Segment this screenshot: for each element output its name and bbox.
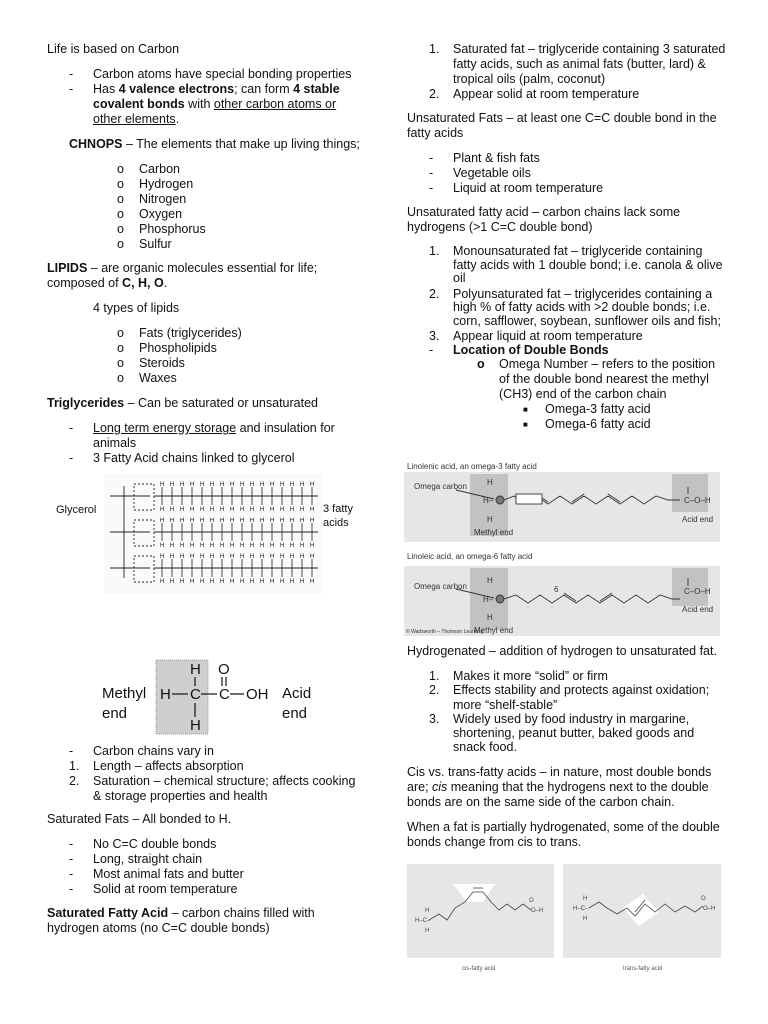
hydrogen-atom: H	[250, 554, 255, 560]
hydrogen-atom: H	[190, 518, 195, 524]
list-item: o Nitrogen	[117, 192, 187, 206]
cis-trans-text: Cis vs. trans-fatty acids – in nature, most double bonds are; cis meaning that the hydrogens next to the double bonds are on the same side of the carbon chain.	[407, 764, 712, 809]
hydrogen-atom: H	[230, 518, 235, 524]
list-item: ■ Omega-6 fatty acid	[523, 417, 651, 431]
list-item: - Plant & fish fats	[429, 151, 540, 165]
hydrogen-atom: H	[290, 507, 295, 513]
partial-hydrogenation-text: When a fat is partially hydrogenated, some of the double bonds change from cis to trans.	[407, 819, 720, 849]
hydrogen-atom: H	[260, 507, 265, 513]
linoleic-caption: Linoleic acid, an omega-6 fatty acid	[407, 552, 533, 561]
atom-h-bottom: H	[190, 717, 201, 734]
hydrogen-atom: H	[180, 543, 185, 549]
list-item: o Sulfur	[117, 237, 172, 251]
list-item: o Phospholipids	[117, 341, 217, 355]
cis-caption: cis-fatty acid	[462, 966, 496, 972]
atom-h-top: H	[190, 661, 201, 678]
hydrogen-atom: H	[240, 507, 245, 513]
list-item: 1. Saturated fat – triglyceride containing 3 saturated fatty acids, such as animal fats (butter, lard) & tropical oils (palm, coconut)	[429, 42, 726, 86]
glycerol-label: Glycerol	[56, 504, 97, 516]
svg-text:H: H	[487, 478, 493, 487]
svg-text:H–C–: H–C–	[573, 906, 589, 912]
triglyceride-structure-figure	[104, 474, 322, 594]
hydrogen-atom: H	[280, 579, 285, 585]
atom-h-left: H	[160, 686, 171, 703]
hydrogen-atom: H	[170, 543, 175, 549]
list-item: - Vegetable oils	[429, 166, 531, 180]
hydrogen-atom: H	[270, 543, 275, 549]
hydrogen-atom: H	[170, 554, 175, 560]
fatty-acids-label: 3 fatty acids	[323, 503, 353, 529]
triglycerides-text: Triglycerides – Can be saturated or unsaturated	[47, 396, 319, 410]
omega-number: 6	[554, 585, 559, 594]
acid-end-label: Acid end	[682, 515, 714, 524]
hydrogen-atom: H	[190, 507, 195, 513]
hydrogen-atom: H	[160, 554, 165, 560]
hydrogen-atom: H	[210, 554, 215, 560]
hydrogen-atom: H	[240, 543, 245, 549]
hydrogen-atom: H	[300, 518, 305, 524]
saturated-fats-list	[47, 837, 367, 897]
trans-caption: trans-fatty acid	[623, 966, 663, 972]
svg-text:H: H	[425, 928, 430, 934]
hydrogen-atom: H	[260, 518, 265, 524]
triglyceride-bullets	[69, 421, 367, 466]
hydrogenated-heading: Hydrogenated – addition of hydrogen to unsaturated fat.	[407, 644, 717, 658]
hydrogen-atom: H	[210, 518, 215, 524]
hydrogen-atom: H	[270, 579, 275, 585]
hydrogen-atom: H	[160, 543, 165, 549]
hydrogen-atom: H	[160, 579, 165, 585]
hydrogen-atom: H	[290, 579, 295, 585]
hydrogen-atom: H	[220, 554, 225, 560]
unsaturated-list	[429, 245, 727, 357]
hydrogen-atom: H	[160, 482, 165, 488]
list-item: o Waxes	[117, 371, 177, 385]
hydrogen-atom: H	[310, 507, 315, 513]
hydrogen-atom: H	[180, 579, 185, 585]
list-item: - 3 Fatty Acid chains linked to glycerol	[69, 451, 295, 465]
hydrogen-atom: H	[310, 554, 315, 560]
list-item: o Fats (triglycerides)	[117, 326, 242, 340]
svg-text:O–H: O–H	[531, 908, 544, 914]
hydrogen-atom: H	[190, 554, 195, 560]
list-item: - Carbon chains vary in	[69, 744, 214, 758]
list-item: 3. Appear liquid at room temperature	[429, 329, 643, 343]
acid-end-label: Acid	[282, 685, 312, 702]
svg-text:H–C–: H–C–	[415, 918, 431, 924]
hydrogen-atom: H	[160, 507, 165, 513]
atom-c1: C	[190, 686, 201, 703]
svg-text:O: O	[701, 896, 706, 902]
hydrogen-atom: H	[290, 543, 295, 549]
hydrogen-atom: H	[270, 507, 275, 513]
carbon-heading: Life is based on Carbon	[47, 42, 180, 56]
lipid-types-heading: 4 types of lipids	[93, 301, 180, 315]
unsaturated-fats-heading: Unsaturated Fats – at least one C=C double bond in the fatty acids	[407, 111, 717, 140]
unsaturated-bullets	[429, 151, 727, 196]
methyl-end-label: Methyl end	[474, 626, 514, 635]
hydrogen-atom: H	[170, 482, 175, 488]
list-item: 2. Effects stability and protects against oxidation; more “shelf-stable”	[429, 683, 710, 712]
list-item: - Long, straight chain	[69, 852, 203, 866]
svg-text:H: H	[487, 613, 493, 622]
omega-types-list	[523, 402, 727, 432]
hydrogen-atom: H	[290, 518, 295, 524]
hydrogen-atom: H	[240, 518, 245, 524]
hydrogen-atom: H	[310, 543, 315, 549]
hydrogen-atom: H	[310, 579, 315, 585]
hydrogen-atom: H	[180, 554, 185, 560]
hydrogen-atom: H	[190, 579, 195, 585]
cis-trans-figure	[407, 864, 723, 974]
atom-oh: OH	[246, 686, 269, 703]
cooh-label: C–O–H	[684, 587, 711, 596]
saturated-fatty-acid-text: Saturated Fatty Acid – carbon chains filled with hydrogen atoms (no C=C double bonds)	[47, 906, 315, 935]
hydrogen-atom: H	[290, 554, 295, 560]
hydrogenated-list	[429, 669, 727, 755]
list-item: o Hydrogen	[117, 177, 194, 191]
hydrogen-atom: H	[220, 579, 225, 585]
hydrogen-atom: H	[220, 507, 225, 513]
hydrogen-atom: H	[300, 579, 305, 585]
chain-list	[47, 744, 367, 804]
atom-c2: C	[219, 686, 230, 703]
hydrogen-atom: H	[160, 518, 165, 524]
hydrogen-atom: H	[220, 482, 225, 488]
hydrogen-atom: H	[280, 507, 285, 513]
list-item: - Carbon atoms have special bonding properties	[69, 67, 352, 81]
hydrogen-atom: H	[300, 507, 305, 513]
chnops-text: CHNOPS – The elements that make up living things;	[69, 137, 360, 151]
list-item: - No C=C double bonds	[69, 837, 217, 851]
cooh-label: C–O–H	[684, 496, 711, 505]
lipids-text: LIPIDS – are organic molecules essential for life; composed of C, H, O.	[47, 261, 318, 290]
hydrogen-atom: H	[200, 482, 205, 488]
hydrogen-atom: H	[240, 579, 245, 585]
hydrogen-atom: H	[250, 543, 255, 549]
hydrogen-atom: H	[200, 518, 205, 524]
list-item: 1. Makes it more “solid” or firm	[429, 669, 608, 683]
hydrogen-atom: H	[220, 543, 225, 549]
hydrogen-atom: H	[200, 543, 205, 549]
hydrogen-atom: H	[240, 554, 245, 560]
lipid-types-list	[117, 326, 367, 386]
hydrogen-atom: H	[230, 482, 235, 488]
list-item: o Carbon	[117, 162, 180, 176]
hydrogen-atom: H	[180, 482, 185, 488]
hydrogen-atom: H	[260, 482, 265, 488]
hydrogen-atom: H	[280, 482, 285, 488]
hydrogen-atom: H	[230, 579, 235, 585]
linolenic-caption: Linolenic acid, an omega-3 fatty acid	[407, 462, 537, 471]
hydrogen-atom: H	[230, 554, 235, 560]
hydrogen-atom: H	[220, 518, 225, 524]
hydrogen-atom: H	[300, 543, 305, 549]
svg-text:H: H	[583, 916, 588, 922]
hydrogen-atom: H	[210, 507, 215, 513]
list-item: 3. Widely used by food industry in margarine, shortening, peanut butter, baked goods and snack food.	[429, 711, 695, 755]
hydrogen-atom: H	[250, 518, 255, 524]
methyl-end-label: Methyl end	[474, 528, 514, 537]
hydrogen-atom: H	[310, 482, 315, 488]
svg-text:O–H: O–H	[703, 906, 716, 912]
atom-o: O	[218, 661, 230, 678]
list-item: - Has 4 valence electrons; can form 4 stable covalent bonds with other carbon atoms or other elements.	[69, 82, 340, 126]
hydrogen-atom: H	[180, 518, 185, 524]
hydrogen-atom: H	[190, 543, 195, 549]
list-item: 2. Appear solid at room temperature	[429, 87, 640, 101]
list-item: o Omega Number – refers to the position of the double bond nearest the methyl (CH3) end of the carbon chain	[477, 357, 716, 401]
list-item: o Oxygen	[117, 207, 183, 221]
list-item: 2. Polyunsaturated fat – triglycerides containing a high % of fatty acids with >2 double bonds; i.e. corn, safflower, soybean, sunflower oils and fish;	[429, 286, 721, 328]
list-item: - Liquid at room temperature	[429, 181, 604, 195]
svg-text:H–: H–	[483, 595, 494, 604]
hydrogen-atom: H	[210, 579, 215, 585]
omega3-figure	[404, 472, 720, 542]
svg-text:H: H	[487, 576, 493, 585]
omega6-figure	[404, 566, 720, 636]
svg-text:O: O	[529, 898, 534, 904]
list-item: 1. Length – affects absorption	[69, 759, 244, 773]
acid-end-label: Acid end	[682, 605, 714, 614]
hydrogen-atom: H	[300, 482, 305, 488]
hydrogen-atom: H	[250, 482, 255, 488]
figure-credit: © Wadsworth – Thomson Learning	[406, 629, 484, 635]
saturated-fats-heading: Saturated Fats – All bonded to H.	[47, 812, 232, 826]
hydrogen-atom: H	[260, 554, 265, 560]
hydrogen-atom: H	[270, 518, 275, 524]
hydrogen-atom: H	[300, 554, 305, 560]
methyl-end-label: Methyl	[102, 685, 147, 702]
hydrogen-atom: H	[260, 579, 265, 585]
hydrogen-atom: H	[250, 579, 255, 585]
element-list	[117, 162, 367, 252]
hydrogen-atom: H	[270, 554, 275, 560]
svg-text:H: H	[425, 908, 430, 914]
left-column	[47, 42, 367, 466]
right-column	[407, 42, 727, 432]
list-item: 1. Monounsaturated fat – triglyceride containing fatty acids with 1 double bond; i.e. canola & olive oil	[429, 244, 723, 285]
omega-carbon-label: Omega carbon	[414, 582, 467, 591]
hydrogen-atom: H	[290, 482, 295, 488]
acid-end-label-2: end	[282, 705, 308, 722]
hydrogen-atom: H	[210, 482, 215, 488]
omega-carbon-label: Omega carbon	[414, 482, 467, 491]
hydrogen-atom: H	[200, 554, 205, 560]
hydrogen-atom: H	[200, 507, 205, 513]
list-item: o Phosphorus	[117, 222, 206, 236]
right-lower-section	[407, 644, 727, 850]
carbon-bullets	[69, 67, 367, 127]
methyl-end-label-2: end	[102, 705, 128, 722]
list-item: ■ Omega-3 fatty acid	[523, 402, 651, 416]
list-item: 2. Saturation – chemical structure; affects cooking & storage properties and health	[69, 774, 356, 803]
hydrogen-atom: H	[310, 518, 315, 524]
omega-list	[477, 357, 727, 402]
hydrogen-atom: H	[280, 518, 285, 524]
list-item: o Steroids	[117, 356, 185, 370]
hydrogen-atom: H	[170, 507, 175, 513]
hydrogen-atom: H	[240, 482, 245, 488]
hydrogen-atom: H	[180, 507, 185, 513]
hydrogen-atom: H	[230, 543, 235, 549]
hydrogen-atom: H	[250, 507, 255, 513]
svg-text:H: H	[583, 896, 588, 902]
hydrogen-atom: H	[170, 579, 175, 585]
hydrogen-atom: H	[170, 518, 175, 524]
unsaturated-fatty-acid-heading: Unsaturated fatty acid – carbon chains lack some hydrogens (>1 C=C double bond)	[407, 205, 681, 234]
list-item: - Location of Double Bonds	[429, 342, 609, 357]
left-lower-section	[47, 744, 367, 936]
svg-text:H–: H–	[483, 496, 494, 505]
fatty-acid-structure-figure	[98, 658, 323, 736]
hydrogen-atom: H	[200, 579, 205, 585]
list-item: - Most animal fats and butter	[69, 867, 244, 881]
hydrogen-atom: H	[280, 543, 285, 549]
hydrogen-atom: H	[210, 543, 215, 549]
hydrogen-atom: H	[230, 507, 235, 513]
list-item: - Long term energy storage and insulation for animals	[69, 421, 335, 450]
hydrogen-atom: H	[270, 482, 275, 488]
hydrogen-atom: H	[280, 554, 285, 560]
svg-text:H: H	[487, 515, 493, 524]
hydrogen-atom: H	[190, 482, 195, 488]
list-item: - Solid at room temperature	[69, 882, 238, 896]
hydrogen-atom: H	[260, 543, 265, 549]
saturated-list	[429, 42, 727, 102]
